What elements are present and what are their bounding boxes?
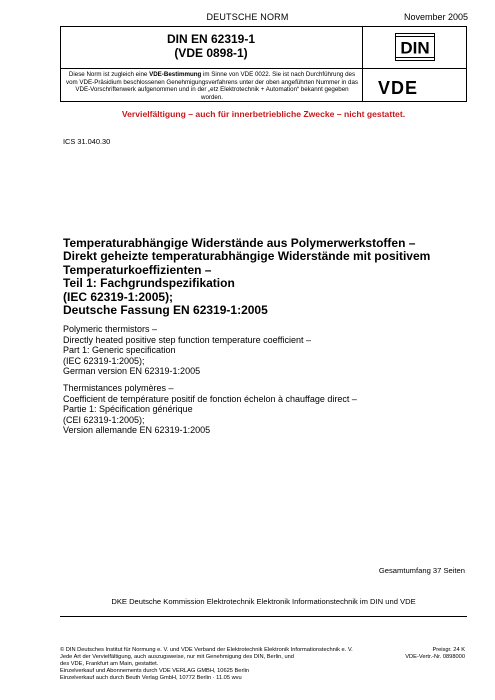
page-count: Gesamtumfang 37 Seiten bbox=[378, 566, 465, 575]
publication-date: November 2005 bbox=[403, 12, 468, 22]
header-frame-rule bbox=[60, 68, 467, 69]
order-number: VDE-Vertr.-Nr. 0898000 bbox=[405, 654, 465, 660]
vde-regulation-note: Diese Norm ist zugleich eine VDE-Bestimmung im Sinne von VDE 0022. Sie ist nach Durchführung des vom VDE-Präsidium beschlossenen Genehmigungsverfahrens unter der oben angeführten Nummer in das VDE-Vorschriftenwerk aufgenommen und in der „etz Elektrotechnik + Automation“ bekannt gegeben worden. bbox=[66, 71, 358, 101]
english-title-line: Directly heated positive step function temperature coefficient – bbox=[63, 334, 311, 345]
price-block bbox=[405, 647, 465, 661]
french-title-line: Thermistances polymères – bbox=[63, 383, 174, 393]
copyright-line: Einzelverkauf und Abonnements durch VDE VERLAG GMBH, 10625 Berlin bbox=[60, 668, 250, 674]
german-title-line: Temperaturabhängige Widerstände aus Polymerwerkstoffen – bbox=[63, 236, 416, 250]
vde-logo: VDE bbox=[378, 78, 419, 98]
german-title-line: Temperaturkoeffizienten – bbox=[63, 262, 212, 277]
ics-code: ICS 31.040.30 bbox=[63, 137, 111, 146]
german-title-line: Deutsche Fassung EN 62319-1:2005 bbox=[63, 303, 268, 318]
english-title-line: Part 1: Generic specification bbox=[63, 345, 176, 356]
vde-regulation-bold: VDE-Bestimmung bbox=[149, 71, 202, 78]
footer-rule bbox=[60, 616, 467, 617]
french-title-line: (CEI 62319-1:2005); bbox=[63, 414, 145, 425]
french-title-line: Version allemande EN 62319-1:2005 bbox=[63, 425, 211, 436]
copyright-line: Einzelverkauf auch durch Beuth Verlag GmbH, 10772 Berlin · 11.05 wvu bbox=[60, 675, 242, 681]
vde-number: (VDE 0898-1) bbox=[174, 46, 248, 60]
reproduction-notice: Vervielfältigung – auch für innerbetriebliche Zwecke – nicht gestattet. bbox=[121, 109, 406, 119]
english-title bbox=[63, 324, 463, 377]
english-title-line: German version EN 62319-1:2005 bbox=[63, 366, 201, 377]
price-group: Preisgr. 24 K bbox=[432, 647, 465, 653]
english-title-line: (IEC 62319-1:2005); bbox=[63, 355, 145, 366]
din-logo-text: DIN bbox=[400, 38, 430, 58]
copyright-line: des VDE, Frankfurt am Main, gestattet. bbox=[60, 661, 159, 667]
french-title-line: Partie 1: Spécification générique bbox=[63, 404, 193, 415]
german-title bbox=[63, 237, 463, 317]
dke-line: DKE Deutsche Kommission Elektrotechnik Elektronik Informationstechnik im DIN und VDE bbox=[111, 597, 416, 606]
english-title-line: Polymeric thermistors – bbox=[63, 324, 158, 334]
french-title bbox=[63, 383, 463, 436]
standard-number: DIN EN 62319-1 bbox=[166, 32, 256, 46]
header-frame-divider bbox=[362, 26, 363, 101]
copyright-line: Jede Art der Vervielfältigung, auch auszugsweise, nur mit Genehmigung des DIN, Berlin, und bbox=[60, 654, 294, 660]
german-title-line: Direkt geheizte temperaturabhängige Widerstände mit positivem bbox=[63, 249, 431, 264]
din-logo bbox=[395, 33, 435, 61]
standard-number-block bbox=[60, 32, 362, 60]
german-title-line: Teil 1: Fachgrundspezifikation bbox=[63, 276, 235, 291]
german-title-line: (IEC 62319-1:2005); bbox=[63, 289, 174, 304]
copyright-line: © DIN Deutsches Institut für Normung e. V. und VDE Verband der Elektrotechnik Elektronik Informationstechnik e. V. bbox=[60, 647, 353, 653]
french-title-line: Coefficient de température positif de fonction échelon à chauffage direct – bbox=[63, 393, 357, 404]
copyright-block bbox=[60, 647, 390, 682]
norm-label: DEUTSCHE NORM bbox=[206, 12, 289, 22]
